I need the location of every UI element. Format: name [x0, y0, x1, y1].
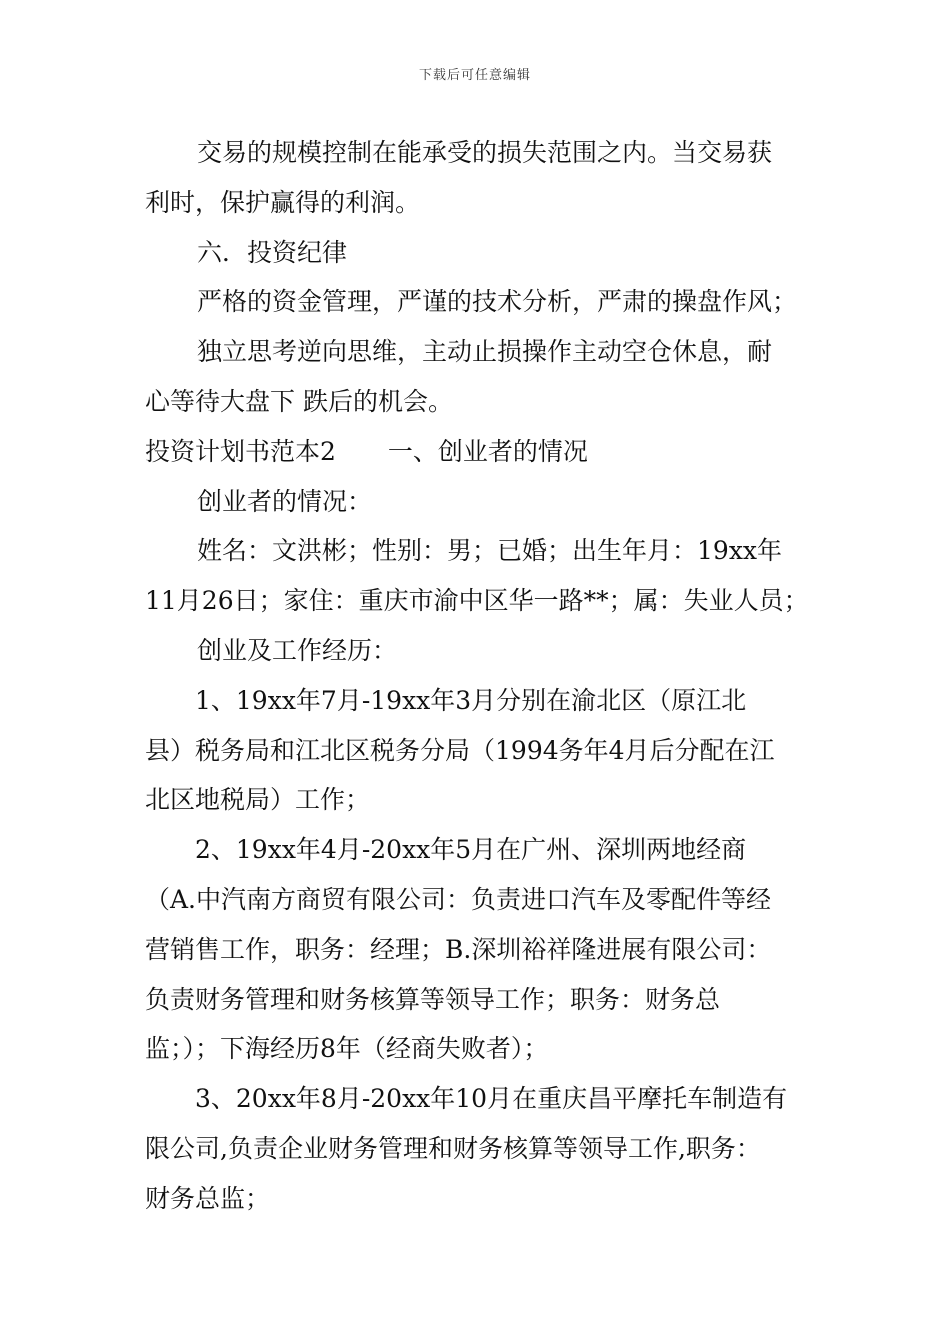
text-line: 创业及工作经历： [197, 635, 398, 665]
text-line: 创业者的情况： [197, 486, 373, 516]
title-line [145, 427, 810, 477]
text-line: 利时，保护赢得的利润。 [145, 187, 421, 217]
text-line: 负责财务管理和财务核算等领导工作；职务：财务总 [145, 984, 721, 1014]
text-line: 监；）；下海经历8年（经商失败者）； [145, 1034, 549, 1064]
text-line: 3、20xx年8月-20xx年10月在重庆昌平摩托车制造有 [195, 1084, 788, 1114]
section-heading: 六．投资纪律 [197, 237, 348, 267]
page-header: 下载后可任意编辑 [418, 68, 531, 83]
text-line: 2、19xx年4月-20xx年5月在广州、深圳两地经商 [195, 835, 747, 865]
text-line: 心等待大盘下 跌后的机会。 [145, 386, 453, 416]
text-line: 北区地税局）工作； [145, 785, 371, 815]
text-line: 严格的资金管理，严谨的技术分析，严肃的操盘作风； [197, 287, 798, 317]
text-line: 姓名：文洪彬；性别：男；已婚；出生年月：19xx年 [197, 536, 783, 566]
text-line: 财务总监； [145, 1183, 271, 1213]
document-body [145, 128, 810, 1224]
text-line: 独立思考逆向思维，主动止损操作主动空仓休息，耐 [197, 337, 773, 367]
document-subtitle: 投资计划书范本2 [145, 436, 336, 466]
text-line: 营销售工作，职务：经理；B.深圳裕祥隆进展有限公司： [145, 934, 772, 964]
text-line: 县）税务局和江北区税务分局（1994务年4月后分配在江 [145, 735, 775, 765]
text-line: 限公司,负责企业财务管理和财务核算等领导工作,职务： [145, 1133, 761, 1163]
section-heading: 一、创业者的情况 [387, 436, 588, 466]
text-line: 1、19xx年7月-19xx年3月分别在渝北区（原江北 [195, 685, 747, 715]
text-line: 交易的规模控制在能承受的损失范围之内。当交易获 [197, 138, 773, 167]
text-line: 11月26日；家住：重庆市渝中区华一路**；属：失业人员； [145, 586, 809, 616]
text-line: （A.中汽南方商贸有限公司：负责进口汽车及零配件等经 [145, 884, 772, 914]
